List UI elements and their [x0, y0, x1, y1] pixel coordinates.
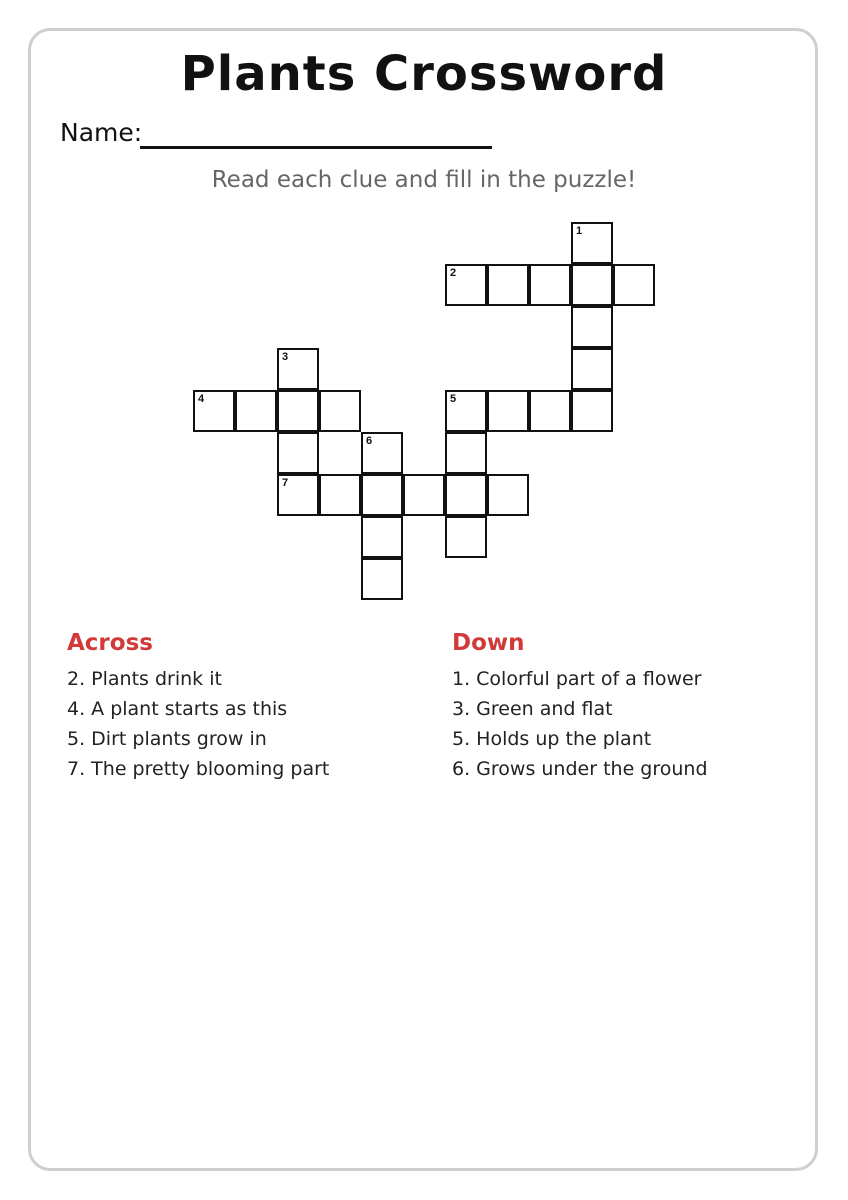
crossword-square[interactable] — [319, 390, 361, 432]
across-clue: 5. Dirt plants grow in — [67, 728, 267, 750]
down-clue: 5. Holds up the plant — [452, 728, 652, 750]
crossword-square[interactable] — [445, 264, 487, 306]
crossword-square[interactable] — [445, 474, 487, 516]
name-label: Name: — [60, 118, 143, 147]
instructions: Read each clue and fill in the puzzle! — [211, 167, 637, 193]
clue-number: 2 — [450, 267, 457, 279]
crossword-square[interactable] — [571, 222, 613, 264]
crossword-square[interactable] — [277, 390, 319, 432]
crossword-square[interactable] — [319, 474, 361, 516]
crossword-square[interactable] — [571, 390, 613, 432]
crossword-square[interactable] — [487, 390, 529, 432]
crossword-square[interactable] — [445, 390, 487, 432]
clue-number: 5 — [450, 393, 457, 405]
crossword-square[interactable] — [487, 264, 529, 306]
clue-number: 4 — [198, 393, 205, 405]
crossword-square[interactable] — [361, 474, 403, 516]
crossword-square[interactable] — [361, 432, 403, 474]
crossword-square[interactable] — [235, 390, 277, 432]
crossword-square[interactable] — [571, 348, 613, 390]
down-heading: Down — [452, 630, 525, 656]
crossword-square[interactable] — [571, 264, 613, 306]
crossword-square[interactable] — [487, 474, 529, 516]
crossword-square[interactable] — [529, 264, 571, 306]
page-title: Plants Crossword — [180, 46, 668, 102]
crossword-square[interactable] — [277, 474, 319, 516]
crossword-square[interactable] — [277, 432, 319, 474]
crossword-square[interactable] — [193, 390, 235, 432]
across-heading: Across — [67, 630, 153, 656]
clue-number: 7 — [282, 477, 289, 489]
crossword-square[interactable] — [613, 264, 655, 306]
down-clue: 1. Colorful part of a flower — [452, 668, 702, 690]
crossword-square[interactable] — [277, 348, 319, 390]
crossword-square[interactable] — [445, 432, 487, 474]
crossword-square[interactable] — [403, 474, 445, 516]
across-clues — [67, 630, 427, 784]
worksheet-border — [28, 28, 818, 1171]
clue-number: 1 — [576, 225, 583, 237]
crossword-square[interactable] — [361, 516, 403, 558]
clue-number: 6 — [366, 435, 373, 447]
crossword-square[interactable] — [445, 516, 487, 558]
down-clue: 3. Green and flat — [452, 698, 613, 720]
crossword-square[interactable] — [361, 558, 403, 600]
clue-number: 3 — [282, 351, 289, 363]
crossword-square[interactable] — [571, 306, 613, 348]
down-clue: 6. Grows under the ground — [452, 758, 708, 780]
down-clues — [452, 630, 812, 784]
across-clue: 4. A plant starts as this — [67, 698, 288, 720]
name-field[interactable] — [140, 146, 492, 149]
across-clue: 2. Plants drink it — [67, 668, 222, 690]
crossword-square[interactable] — [529, 390, 571, 432]
across-clue: 7. The pretty blooming part — [67, 758, 330, 780]
